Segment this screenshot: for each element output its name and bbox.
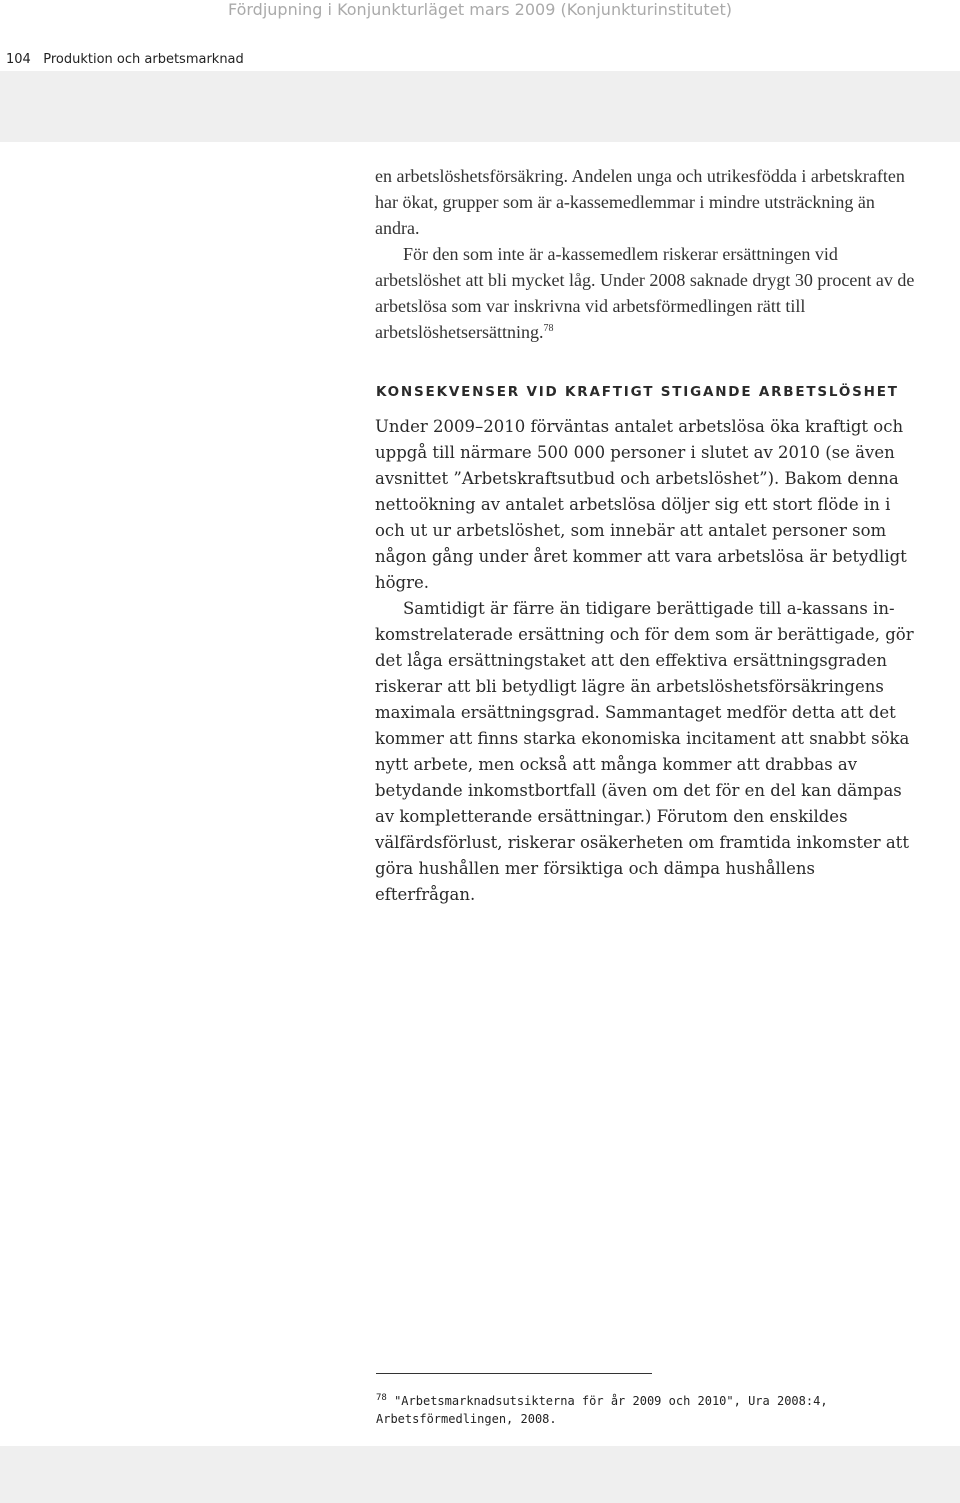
intro-paragraph-1: en arbetslöshetsförsäkring. Andelen unga och utrikesfödda i arbetskraften har ökat, grupper som är a-kassemedlemmar i mindre utsträckning än andra. — [375, 166, 905, 238]
footnote-text: "Arbetsmarknadsutsikterna för år 2009 och 2010", Ura 2008:4, Arbetsförmedlingen, 2008. — [376, 1394, 828, 1426]
section-paragraph-1: Under 2009–2010 förväntas antalet arbetslösa öka kraftigt och uppgå till närmare 500 000 personer i slutet av 2010 (se även avsnittet ”Arbetskraftsutbud och arbetslöshet”). Bakom denna nettoökning av antalet arbetslösa döljer sig ett stort flöde in i och ut ur arbetslöshet, som innebär att antalet personer som någon gång under året kommer att vara arbetslösa är betydligt högre. — [375, 417, 907, 592]
document-title: Fördjupning i Konjunkturläget mars 2009 (Konjunkturinstitutet) — [227, 0, 733, 19]
header-band — [0, 71, 960, 142]
intro-paragraph-2-text: För den som inte är a-kassemedlem riskerar ersättningen vid arbetslöshet att bli mycket låg. Under 2008 saknade drygt 30 procent av de arbetslösa som var inskrivna vid arbetsförmedlingen rätt till arbetslöshetsersättning. — [375, 244, 915, 342]
footnote-divider — [376, 1373, 652, 1374]
intro-text — [375, 163, 915, 345]
footnote — [376, 1392, 876, 1428]
footnote-number: 78 — [376, 1393, 387, 1403]
section-title: Produktion och arbetsmarknad — [43, 52, 244, 67]
section-paragraph-2: Samtidigt är färre än tidigare berättigade till a-kassans inkomstrelaterade ersättning och för dem som är berättigade, gör det låga ersättningstaket att den effektiva ersättningsgraden riskerar att bli betydligt lägre än arbetslöshetsförsäkringens maximala ersättningsgrad. Sammantaget medför detta att det kommer att finns starka ekonomiska incitament att snabbt söka nytt arbete, men också att många kommer att drabbas av betydande inkomstbortfall (även om det för en del kan dämpas av kompletterande ersättningar.) Förutom den enskildes välfärdsförlust, riskerar osäkerheten om framtida inkomster att göra hushållen mer försiktiga och dämpa hushållens efterfrågan. — [375, 599, 914, 904]
footer-band — [0, 1446, 960, 1503]
page-header — [6, 52, 244, 67]
footnote-reference[interactable]: 78 — [543, 323, 554, 334]
section-heading: KONSEKVENSER VID KRAFTIGT STIGANDE ARBETSLÖSHET — [376, 384, 899, 400]
intro-paragraph-2 — [375, 241, 915, 345]
section-body — [375, 414, 915, 908]
page-number: 104 — [6, 52, 31, 67]
